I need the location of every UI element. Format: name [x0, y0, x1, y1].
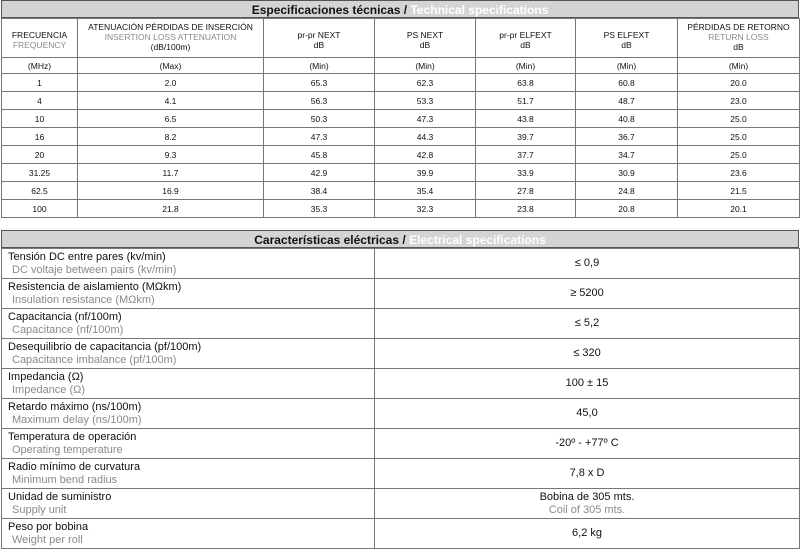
spec-label-cell: [2, 369, 375, 399]
unit-cell: (Min): [678, 58, 800, 74]
table-cell: 20: [2, 146, 78, 164]
technical-specs-table: [1, 18, 800, 218]
table-cell: 44.3: [375, 128, 476, 146]
spec-label-cell: [2, 459, 375, 489]
electrical-specs-title: [1, 230, 799, 248]
electrical-specs-table: [1, 248, 800, 549]
col-header-unit: dB: [733, 42, 744, 52]
spec-value-cell: [375, 519, 800, 549]
spec-label-es: Resistencia de aislamiento (MΩkm): [8, 280, 182, 293]
spec-label-es: Capacitancia (nf/100m): [8, 310, 122, 323]
unit-cell: (Min): [375, 58, 476, 74]
spec-row: [2, 279, 800, 309]
col-header-label: pr-pr NEXT: [297, 30, 341, 40]
spec-value: -20º - +77º C: [555, 437, 619, 449]
technical-specs-title-es: Especificaciones técnicas /: [251, 3, 408, 17]
col-header-unit: dB: [520, 40, 531, 50]
table-cell: 45.8: [264, 146, 375, 164]
table-cell: 20.1: [678, 200, 800, 218]
col-header-label-en: FREQUENCY: [12, 40, 67, 50]
col-header-label: PÉRDIDAS DE RETORNO: [687, 22, 790, 32]
table-row: [2, 164, 800, 182]
table-cell: 30.9: [576, 164, 678, 182]
table-row: [2, 128, 800, 146]
table-cell: 25.0: [678, 146, 800, 164]
table-cell: 8.2: [78, 128, 264, 146]
electrical-specs-title-en: Electrical specifications: [409, 233, 546, 247]
spec-label-cell: [2, 519, 375, 549]
col-header-label: FRECUENCIA: [11, 30, 68, 40]
table-cell: 38.4: [264, 182, 375, 200]
spec-label-es: Temperatura de operación: [8, 430, 137, 443]
spec-label-es: Tensión DC entre pares (kv/min): [8, 250, 166, 263]
table-cell: 25.0: [678, 110, 800, 128]
table-cell: 42.9: [264, 164, 375, 182]
unit-cell: (MHz): [2, 58, 78, 74]
table-cell: 1: [2, 74, 78, 92]
table-cell: 4: [2, 92, 78, 110]
table-cell: 24.8: [576, 182, 678, 200]
spec-label-cell: [2, 429, 375, 459]
technical-header-row: [2, 19, 800, 58]
unit-cell: (Min): [264, 58, 375, 74]
spec-value: Bobina de 305 mts.: [539, 490, 635, 503]
table-cell: 23.8: [476, 200, 576, 218]
spec-label-en: Supply unit: [12, 503, 67, 516]
spec-row: [2, 519, 800, 549]
spec-label-en: Minimum bend radius: [12, 473, 118, 486]
col-header-frequency: [2, 19, 78, 58]
spec-value-cell: [375, 429, 800, 459]
table-cell: 20.0: [678, 74, 800, 92]
technical-units-row: [2, 58, 800, 74]
table-cell: 2.0: [78, 74, 264, 92]
table-cell: 27.8: [476, 182, 576, 200]
table-cell: 25.0: [678, 128, 800, 146]
table-cell: 37.7: [476, 146, 576, 164]
unit-cell: (Min): [476, 58, 576, 74]
spec-value: 100 ± 15: [565, 377, 609, 389]
spec-row: [2, 369, 800, 399]
spec-label-en: Weight per roll: [12, 533, 83, 546]
spec-label-en: Operating temperature: [12, 443, 123, 456]
spec-row: [2, 249, 800, 279]
table-cell: 4.1: [78, 92, 264, 110]
spec-value-cell: [375, 339, 800, 369]
col-header-label: pr-pr ELFEXT: [499, 30, 552, 40]
table-row: [2, 146, 800, 164]
col-header-label: PS NEXT: [406, 30, 444, 40]
unit-cell: (Min): [576, 58, 678, 74]
table-cell: 60.8: [576, 74, 678, 92]
spec-label-en: Maximum delay (ns/100m): [12, 413, 142, 426]
spec-label-cell: [2, 249, 375, 279]
table-cell: 39.7: [476, 128, 576, 146]
spec-value: ≥ 5200: [570, 287, 604, 299]
table-cell: 51.7: [476, 92, 576, 110]
electrical-specs-title-es: Características eléctricas /: [254, 233, 406, 247]
spec-value-cell: [375, 459, 800, 489]
spec-label-es: Radio mínimo de curvatura: [8, 460, 141, 473]
table-row: [2, 74, 800, 92]
spec-label-en: Impedance (Ω): [12, 383, 86, 396]
spec-value-cell: [375, 279, 800, 309]
col-header-pr-pr-next: [264, 19, 375, 58]
table-cell: 16.9: [78, 182, 264, 200]
spec-label-es: Impedancia (Ω): [8, 370, 84, 383]
table-cell: 100: [2, 200, 78, 218]
col-header-label-en: INSERTION LOSS ATTENUATION: [104, 32, 237, 42]
table-cell: 50.3: [264, 110, 375, 128]
table-cell: 23.0: [678, 92, 800, 110]
table-row: [2, 110, 800, 128]
table-cell: 63.8: [476, 74, 576, 92]
table-cell: 62.3: [375, 74, 476, 92]
table-cell: 10: [2, 110, 78, 128]
col-header-attenuation: [78, 19, 264, 58]
unit-cell: (Max): [78, 58, 264, 74]
spec-value: 7,8 x D: [569, 467, 605, 479]
col-header-label: ATENUACIÓN PÉRDIDAS DE INSERCIÓN: [88, 22, 253, 32]
table-cell: 62.5: [2, 182, 78, 200]
technical-specs-title-en: Technical specifications: [410, 3, 549, 17]
spec-label-cell: [2, 399, 375, 429]
table-cell: 48.7: [576, 92, 678, 110]
table-cell: 53.3: [375, 92, 476, 110]
col-header-unit: dB: [419, 40, 431, 50]
electrical-table-body: [2, 249, 800, 549]
table-cell: 56.3: [264, 92, 375, 110]
spec-value: ≤ 0,9: [574, 257, 600, 269]
table-cell: 32.3: [375, 200, 476, 218]
spec-label-en: Capacitance (nf/100m): [12, 323, 124, 336]
spec-value: 45,0: [576, 407, 598, 419]
spec-value: ≤ 320: [573, 347, 601, 359]
spec-value-cell: [375, 399, 800, 429]
spec-label-en: Insulation resistance (MΩkm): [12, 293, 155, 306]
spec-row: [2, 339, 800, 369]
table-cell: 35.4: [375, 182, 476, 200]
spec-value-cell: [375, 369, 800, 399]
spec-label-cell: [2, 339, 375, 369]
table-cell: 21.5: [678, 182, 800, 200]
table-cell: 40.8: [576, 110, 678, 128]
col-header-return-loss: [678, 19, 800, 58]
table-cell: 43.8: [476, 110, 576, 128]
spec-row: [2, 429, 800, 459]
table-cell: 11.7: [78, 164, 264, 182]
spec-row: [2, 489, 800, 519]
table-cell: 42.8: [375, 146, 476, 164]
table-cell: 33.9: [476, 164, 576, 182]
table-cell: 47.3: [375, 110, 476, 128]
table-cell: 9.3: [78, 146, 264, 164]
spec-row: [2, 309, 800, 339]
spec-row: [2, 399, 800, 429]
table-cell: 6.5: [78, 110, 264, 128]
spec-label-es: Peso por bobina: [8, 520, 89, 533]
col-header-pr-pr-elfext: [476, 19, 576, 58]
spec-label-cell: [2, 309, 375, 339]
spec-label-en: Capacitance imbalance (pf/100m): [12, 353, 177, 366]
col-header-unit: dB: [621, 40, 632, 50]
spec-sheet: [1, 0, 799, 549]
spec-row: [2, 459, 800, 489]
col-header-unit: dB: [313, 40, 325, 50]
spec-value-en: Coil of 305 mts.: [548, 503, 626, 516]
spec-label-es: Unidad de suministro: [8, 490, 112, 503]
table-cell: 39.9: [375, 164, 476, 182]
spec-label-cell: [2, 279, 375, 309]
table-cell: 35.3: [264, 200, 375, 218]
spec-label-en: DC voltaje between pairs (kv/min): [12, 263, 177, 276]
table-cell: 47.3: [264, 128, 375, 146]
spec-label-cell: [2, 489, 375, 519]
table-cell: 20.8: [576, 200, 678, 218]
spec-value-cell: [375, 489, 800, 519]
table-cell: 23.6: [678, 164, 800, 182]
col-header-label: PS ELFEXT: [603, 30, 650, 40]
table-cell: 36.7: [576, 128, 678, 146]
table-row: [2, 182, 800, 200]
table-cell: 16: [2, 128, 78, 146]
technical-specs-title: [1, 0, 799, 18]
technical-table-body: [2, 74, 800, 218]
spec-value: ≤ 5,2: [574, 317, 600, 329]
spec-value: 6,2 kg: [572, 527, 602, 539]
spec-label-es: Retardo máximo (ns/100m): [8, 400, 142, 413]
col-header-label-en: RETURN LOSS: [708, 32, 769, 42]
spec-label-es: Desequilibrio de capacitancia (pf/100m): [8, 340, 202, 353]
col-header-ps-next: [375, 19, 476, 58]
table-cell: 21.8: [78, 200, 264, 218]
table-row: [2, 92, 800, 110]
table-row: [2, 200, 800, 218]
table-cell: 31.25: [2, 164, 78, 182]
spec-value-cell: [375, 309, 800, 339]
col-header-ps-elfext: [576, 19, 678, 58]
spec-value-cell: [375, 249, 800, 279]
table-cell: 65.3: [264, 74, 375, 92]
table-cell: 34.7: [576, 146, 678, 164]
col-header-unit: (dB/100m): [150, 42, 191, 52]
